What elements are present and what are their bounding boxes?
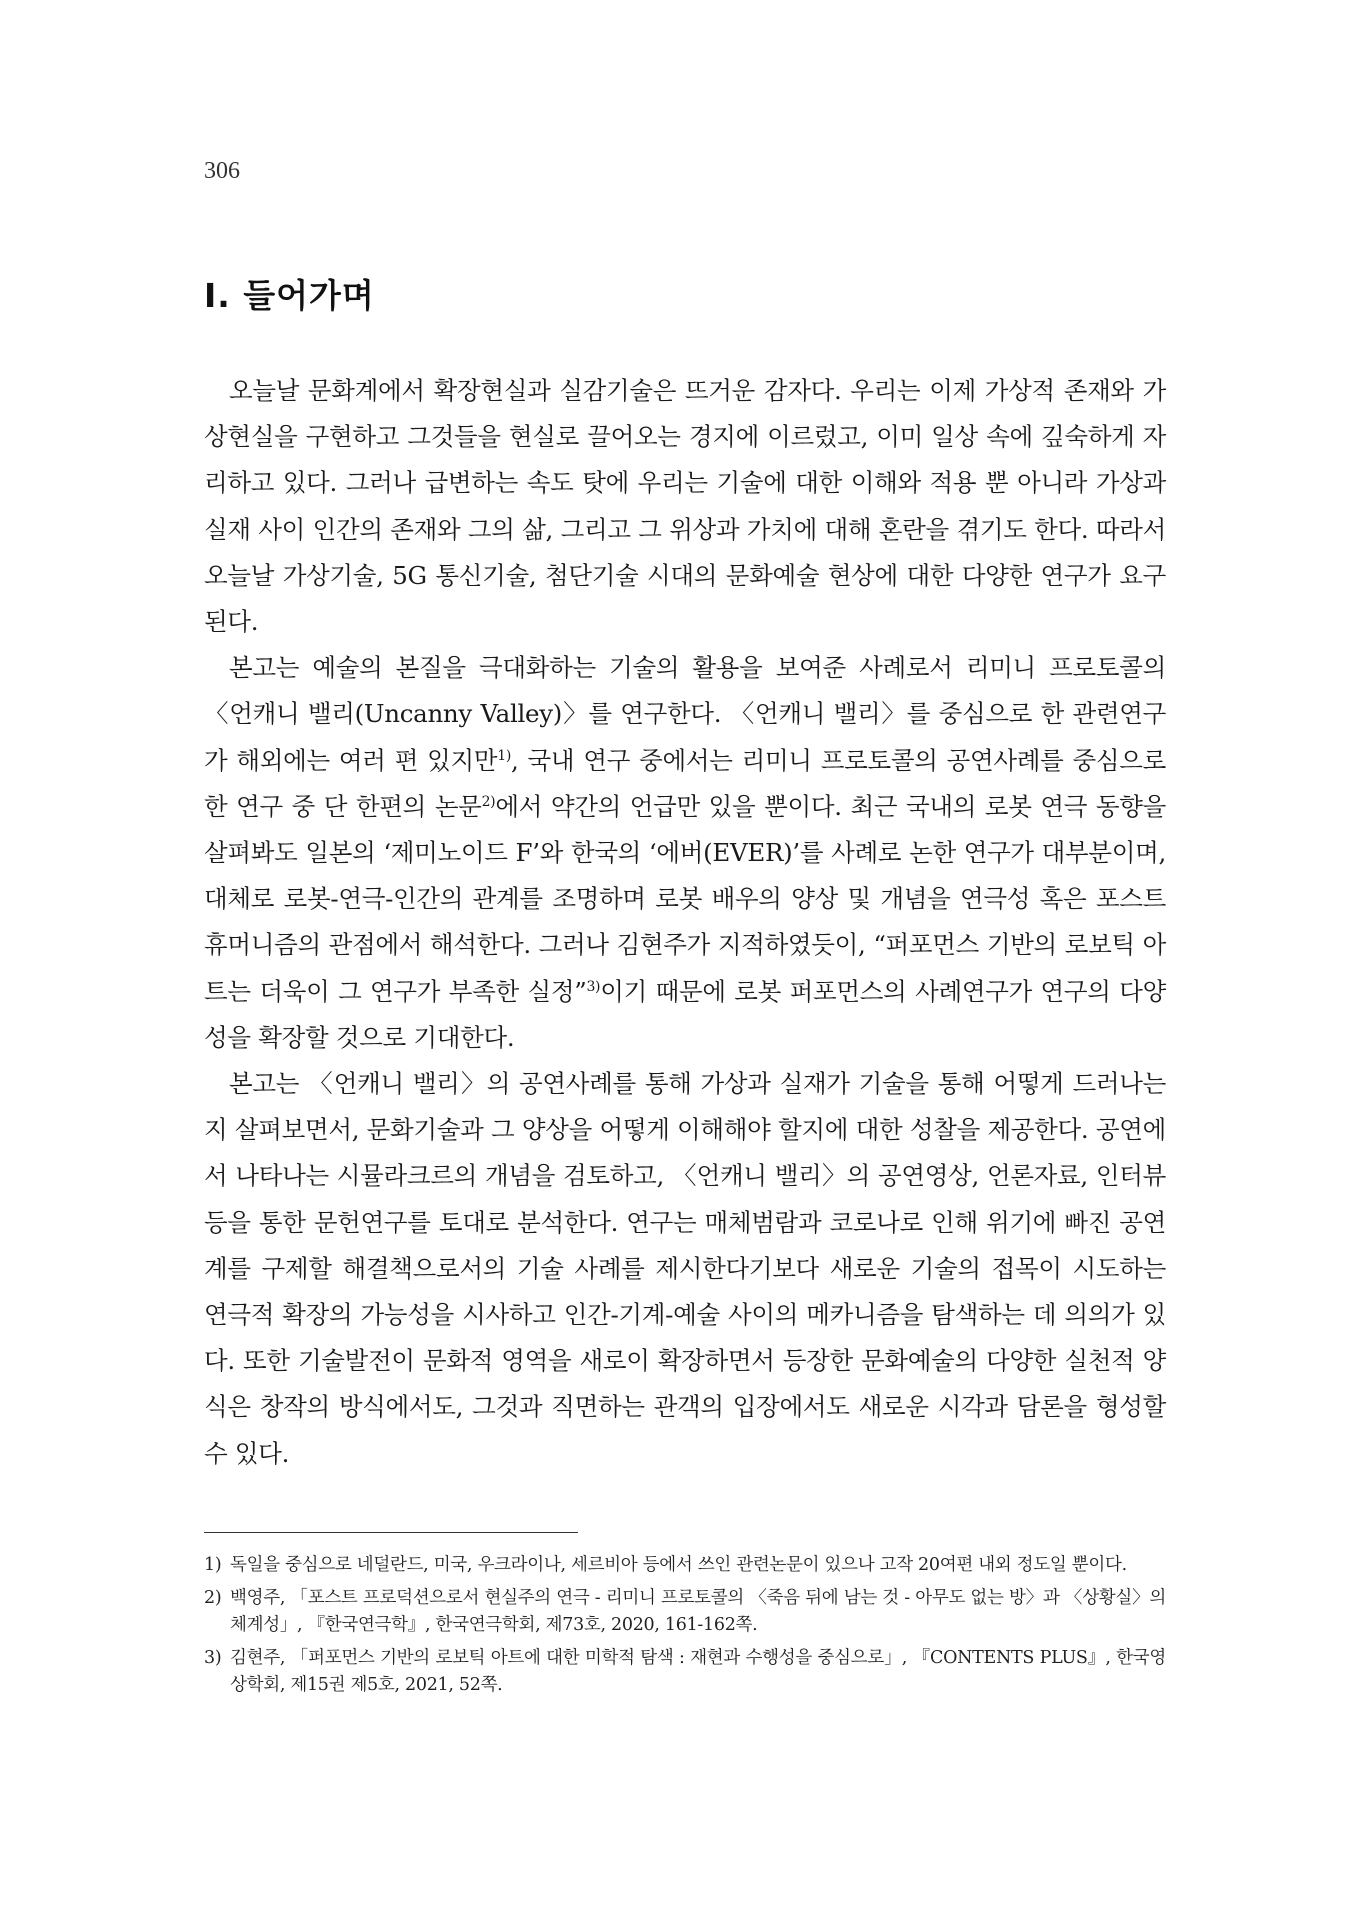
footnote-number: 1) xyxy=(204,1555,222,1575)
footnote-text: 백영주, 「포스트 프로덕션으로서 현실주의 연극 - 리미니 프로토콜의 〈죽음 뒤에 남는 것 - 아무도 없는 방〉과 〈상황실〉의 체계성」, 『한국연극학』, 한국연극학회, 제73호, 2020, 161-162쪽. xyxy=(230,1588,1166,1635)
footnote-number: 2) xyxy=(204,1588,222,1608)
footnote-text: 독일을 중심으로 네덜란드, 미국, 우크라이나, 세르비아 등에서 쓰인 관련논문이 있으나 고작 20여편 내외 정도일 뿐이다. xyxy=(230,1555,1127,1575)
footnote-3 xyxy=(204,1645,1166,1699)
footnote-ref-2[interactable]: 2) xyxy=(481,793,496,810)
footnote-number: 3) xyxy=(204,1648,222,1668)
footnotes xyxy=(204,1552,1166,1705)
section-heading: Ⅰ. 들어가며 xyxy=(204,276,375,315)
paragraph-2-seg4: 이기 때문에 로봇 퍼포먼스의 사례연구가 연구의 다양성을 확장할 것으로 기대한다. xyxy=(204,976,1167,1052)
paragraph-2-seg2: , 국내 연구 중에서는 리미니 프로토콜의 공연사례를 중심으로 한 연구 중 단 한편의 논문 xyxy=(204,745,1166,821)
paragraph-2 xyxy=(204,645,1166,1061)
footnote-ref-1[interactable]: 1) xyxy=(497,747,512,764)
paragraph-2-seg1: 본고는 예술의 본질을 극대화하는 기술의 활용을 보여준 사례로서 리미니 프로토콜의 〈언캐니 밸리(Uncanny Valley)〉를 연구한다. 〈언캐니 밸리〉를 중심으로 한 관련연구가 해외에는 여러 편 있지만 xyxy=(204,653,1166,775)
footnote-text: 김현주, 「퍼포먼스 기반의 로보틱 아트에 대한 미학적 탐색 : 재현과 수행성을 중심으로」, 『CONTENTS PLUS』, 한국영상학회, 제15권 제5호, 2021, 52쪽. xyxy=(230,1648,1166,1695)
page-number: 306 xyxy=(204,158,240,184)
footnote-1 xyxy=(204,1552,1166,1579)
footnote-ref-3[interactable]: 3) xyxy=(586,978,601,995)
paragraph-1: 오늘날 문화계에서 확장현실과 실감기술은 뜨거운 감자다. 우리는 이제 가상적 존재와 가상현실을 구현하고 그것들을 현실로 끌어오는 경지에 이르렀고, 이미 일상 속에 깊숙하게 자리하고 있다. 그러나 급변하는 속도 탓에 우리는 기술에 대한 이해와 적용 뿐 아니라 가상과 실재 사이 인간의 존재와 그의 삶, 그리고 그 위상과 가치에 대해 혼란을 겪기도 한다. 따라서 오늘날 가상기술, 5G 통신기술, 첨단기술 시대의 문화예술 현상에 대한 다양한 연구가 요구된다. xyxy=(204,376,1166,637)
footnote-divider xyxy=(204,1532,578,1533)
footnote-2 xyxy=(204,1585,1166,1639)
paragraph-3: 본고는 〈언캐니 밸리〉의 공연사례를 통해 가상과 실재가 기술을 통해 어떻게 드러나는지 살펴보면서, 문화기술과 그 양상을 어떻게 이해해야 할지에 대한 성찰을 제공한다. 공연에서 나타나는 시뮬라크르의 개념을 검토하고, 〈언캐니 밸리〉의 공연영상, 언론자료, 인터뷰 등을 통한 문헌연구를 토대로 분석한다. 연구는 매체범람과 코로나로 인해 위기에 빠진 공연계를 구제할 해결책으로서의 기술 사례를 제시한다기보다 새로운 기술의 접목이 시도하는 연극적 확장의 가능성을 시사하고 인간-기계-예술 사이의 메카니즘을 탐색하는 데 의의가 있다. 또한 기술발전이 문화적 영역을 새로이 확장하면서 등장한 문화예술의 다양한 실천적 양식은 창작의 방식에서도, 그것과 직면하는 관객의 입장에서도 새로운 시각과 담론을 형성할 수 있다. xyxy=(204,1069,1166,1468)
body-text xyxy=(204,368,1166,1477)
paragraph-2-seg3: 에서 약간의 언급만 있을 뿐이다. 최근 국내의 로봇 연극 동향을 살펴봐도 일본의 ‘제미노이드 F’와 한국의 ‘에버(EVER)’를 사례로 논한 연구가 대부분이며, 대체로 로봇-연극-인간의 관계를 조명하며 로봇 배우의 양상 및 개념을 연극성 혹은 포스트휴머니즘의 관점에서 해석한다. 그러나 김현주가 지적하였듯이, “퍼포먼스 기반의 로보틱 아트는 더욱이 그 연구가 부족한 실정” xyxy=(204,791,1166,1006)
